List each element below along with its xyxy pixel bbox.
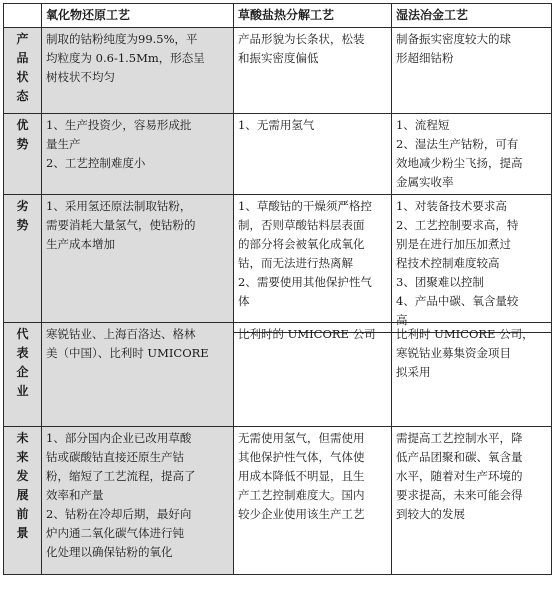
header-oxalate-decomposition: 草酸盐热分解工艺 [234, 4, 392, 28]
row-label-disadvantage [4, 195, 42, 333]
cell-disadvantage-hydro [392, 195, 552, 333]
cell-text-line: 炉内通二氧化碳气体进行钝 [46, 526, 184, 540]
cell-advantage-hydro [392, 114, 552, 195]
cell-companies-oxide [42, 323, 234, 427]
row-label-char: 状 [16, 70, 29, 84]
cell-text-line: 的部分将会被氧化成氧化 [238, 237, 365, 251]
cell-text-line: 量生产 [46, 137, 81, 151]
row-label-char: 发 [16, 469, 29, 483]
cell-text-line: 化处理以确保钴粉的氧化 [46, 545, 173, 559]
cell-text-line: 到较大的发展 [396, 507, 465, 521]
cell-text-line: 高 [396, 313, 408, 327]
cell-text-line: 2、湿法生产钴粉，可有 [396, 137, 519, 151]
row-label-char: 势 [16, 137, 29, 151]
row-label-char: 代 [16, 327, 29, 341]
cell-text-line: 1、生产投资少，容易形成批 [46, 118, 192, 132]
row-label-char: 劣 [16, 199, 29, 213]
cell-text-line: 2、工艺控制难度小 [46, 156, 146, 170]
comparison-table-upper [3, 3, 552, 333]
row-label-char: 景 [16, 526, 29, 540]
cell-text-line: 1、无需用氢气 [238, 118, 315, 132]
row-label-char: 业 [16, 384, 29, 398]
cell-text-line: 1、对装备技术要求高 [396, 199, 507, 213]
cell-text-line: 3、团聚难以控制 [396, 275, 484, 289]
row-label-advantage [4, 114, 42, 195]
cell-advantage-oxalate [234, 114, 392, 195]
row-label-char: 优 [16, 118, 29, 132]
row-label-representative-companies [4, 323, 42, 427]
cell-companies-oxalate [234, 323, 392, 427]
cell-text-line: 均粒度为 0.6-1.5Mm，形态呈 [46, 51, 205, 65]
cell-text-line: 美（中国）、比利时 UMICORE [46, 346, 209, 360]
table-row [4, 114, 552, 195]
header-hydrometallurgy: 湿法冶金工艺 [392, 4, 552, 28]
cell-text-line: 别是在进行加压加煮过 [396, 237, 511, 251]
cell-text-line: 1、流程短 [396, 118, 450, 132]
cell-text-line: 钴或碳酸钴直接还原生产钴 [46, 450, 184, 464]
row-label-char: 产 [16, 32, 29, 46]
cell-text-line: 水平，随着对生产环境的 [396, 469, 523, 483]
cell-advantage-oxide [42, 114, 234, 195]
cell-text-line: 效地减少粉尘飞扬，提高 [396, 156, 523, 170]
cell-text-line: 产品形貌为长条状，松装 [238, 32, 365, 46]
cell-text-line: 低产品团聚和碳、氧含量 [396, 450, 523, 464]
row-label-char: 表 [16, 346, 29, 360]
cell-companies-hydro [392, 323, 552, 427]
cell-outlook-oxalate [234, 427, 392, 575]
row-label-char: 前 [16, 507, 29, 521]
cell-text-line: 金属实收率 [396, 175, 454, 189]
cell-text-line: 寒锐钴业、上海百洛达、格林 [46, 327, 196, 341]
cell-text-line: 1、草酸钴的干燥须严格控 [238, 199, 372, 213]
cell-text-line: 2、钴粉在冷却后期，最好向 [46, 507, 192, 521]
cell-text-line: 其他保护性气体，气体使 [238, 450, 365, 464]
cell-outlook-hydro [392, 427, 552, 575]
cell-product-oxide [42, 28, 234, 114]
cell-disadvantage-oxide [42, 195, 234, 333]
cell-text-line: 寒锐钴业募集资金项目 [396, 346, 511, 360]
cell-text-line: 比利时的 UMICORE 公司 [238, 327, 376, 341]
cell-product-hydro [392, 28, 552, 114]
cell-text-line: 程技术控制难度较高 [396, 256, 500, 270]
cell-text-line: 用成本降低不明显，且生 [238, 469, 365, 483]
cell-text-line: 生产成本增加 [46, 237, 115, 251]
cell-outlook-oxide [42, 427, 234, 575]
table-row [4, 28, 552, 114]
header-row [4, 4, 552, 28]
cell-text-line: 制，否则草酸钴料层表面 [238, 218, 365, 232]
cell-text-line: 无需使用氢气，但需使用 [238, 431, 365, 445]
row-label-char: 态 [16, 89, 29, 103]
cell-text-line: 钴，而无法进行热离解 [238, 256, 353, 270]
cell-text-line: 要求提高，未来可能会得 [396, 488, 523, 502]
cell-text-line: 效率和产量 [46, 488, 104, 502]
row-label-char: 企 [16, 365, 29, 379]
row-label-char: 势 [16, 218, 29, 232]
row-label-future-outlook [4, 427, 42, 575]
table-row [4, 195, 552, 333]
cell-text-line: 4、产品中碳、氧含量较 [396, 294, 519, 308]
cell-text-line: 较少企业使用该生产工艺 [238, 507, 365, 521]
cell-text-line: 需提高工艺控制水平，降 [396, 431, 523, 445]
row-label-char: 未 [16, 431, 29, 445]
table-row [4, 427, 552, 575]
row-label-char: 品 [16, 51, 29, 65]
cell-text-line: 体 [238, 294, 250, 308]
row-label-char: 来 [16, 450, 29, 464]
cell-product-oxalate [234, 28, 392, 114]
cell-text-line: 拟采用 [396, 365, 431, 379]
cell-text-line: 和振实密度偏低 [238, 51, 319, 65]
cell-text-line: 产工艺控制难度大。国内 [238, 488, 365, 502]
row-label-product-state [4, 28, 42, 114]
cell-text-line: 2、需要使用其他保护性气 [238, 275, 372, 289]
cell-text-line: 1、采用氢还原法制取钴粉， [46, 199, 192, 213]
cell-text-line: 制备振实密度较大的球 [396, 32, 511, 46]
table-row [4, 323, 552, 427]
comparison-table-lower [3, 322, 552, 575]
cell-text-line: 需要消耗大量氢气，使钴粉的 [46, 218, 196, 232]
cell-disadvantage-oxalate [234, 195, 392, 333]
cell-text-line: 形超细钴粉 [396, 51, 454, 65]
header-corner-cell [4, 4, 42, 28]
cell-text-line: 2、工艺控制要求高，特 [396, 218, 519, 232]
cell-text-line: 比利时 UMICORE 公司， [396, 327, 534, 341]
cell-text-line: 粉，缩短了工艺流程，提高了 [46, 469, 196, 483]
cell-text-line: 1、部分国内企业已改用草酸 [46, 431, 192, 445]
cell-text-line: 制取的钴粉纯度为99.5%，平 [46, 32, 198, 46]
row-label-char: 展 [16, 488, 29, 502]
header-oxide-reduction: 氧化物还原工艺 [42, 4, 234, 28]
cell-text-line: 树枝状不均匀 [46, 70, 115, 84]
